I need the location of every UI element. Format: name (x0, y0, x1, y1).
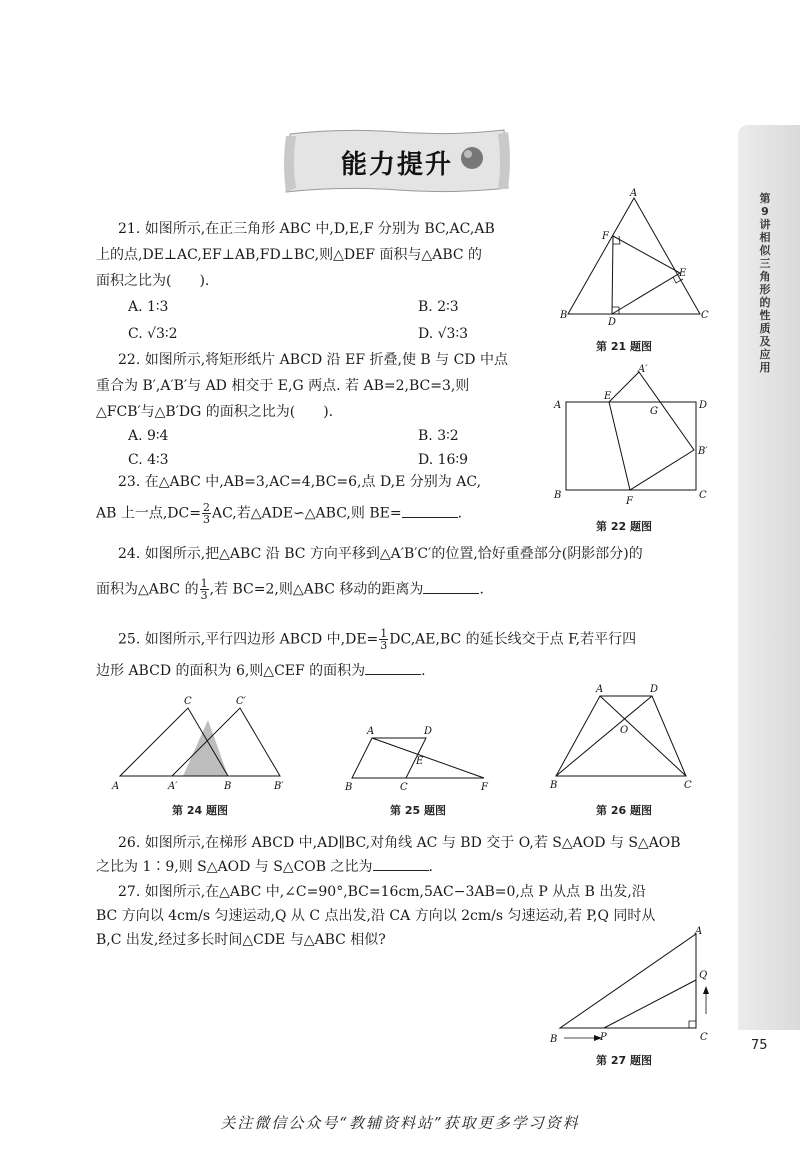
fig26-caption: 第 26 题图 (596, 804, 652, 817)
q26-line1: 26. 如图所示,在梯形 ABCD 中,AD∥BC,对角线 AC 与 BD 交于 O,若 S△AOD 与 S△AOB (118, 835, 681, 851)
fig22-label-g: G (650, 406, 658, 417)
q23-text-c: . (457, 505, 463, 522)
figure-26 (546, 680, 696, 796)
fig27-label-p: P (600, 1032, 607, 1043)
fig25-label-c: C (400, 782, 408, 793)
fig24-label-b-prime: B′ (274, 781, 284, 792)
q23-text-a: AB 上一点,DC= (96, 505, 201, 522)
q24-fraction (200, 578, 209, 601)
q25-frac-denominator: 3 (380, 639, 388, 652)
figure-25 (340, 718, 504, 796)
fig21-label-e: E (679, 268, 687, 279)
q21-paren-close: ). (199, 273, 210, 289)
q25-fraction (379, 628, 388, 651)
q22-line1: 22. 如图所示,将矩形纸片 ABCD 沿 EF 折叠,使 B 与 CD 中点 (118, 352, 508, 368)
q25-line1 (118, 628, 636, 651)
fig24-label-a-prime: A′ (168, 781, 178, 792)
q22-option-c: C. 4∶3 (128, 452, 169, 468)
fig26-label-o: O (620, 725, 629, 736)
fig22-label-a-prime: A′ (638, 364, 648, 375)
q27-line3: B,C 出发,经过多长时间△CDE 与△ABC 相似? (96, 932, 386, 948)
fig21-label-b: B (560, 310, 568, 321)
footer-note: 关注微信公众号“教辅资料站”获取更多学习资料 (220, 1114, 580, 1132)
fig26-label-d: D (650, 684, 659, 695)
fig22-label-b-prime: B′ (698, 446, 708, 457)
fig25-label-a: A (367, 726, 375, 737)
fig25-caption: 第 25 题图 (390, 804, 446, 817)
fig22-caption: 第 22 题图 (596, 520, 652, 533)
fig22-label-a: A (554, 400, 562, 411)
q23-frac-numerator: 2 (202, 501, 210, 514)
q27-line1: 27. 如图所示,在△ABC 中,∠C=90°,BC=16cm,5AC−3AB=0,点 P 从点 B 出发,沿 (118, 884, 646, 900)
chapter-side-label: 第9讲 相似三角形的性质及应用 (759, 192, 771, 374)
q25-line2 (96, 660, 426, 682)
figure-24 (104, 692, 300, 796)
q25-text-b: DC,AE,BC 的延长线交于点 F,若平行四 (389, 631, 637, 648)
fig26-label-c: C (684, 780, 692, 791)
fig22-label-c: C (699, 490, 707, 501)
q22-line3 (96, 401, 333, 423)
q21-line1: 21. 如图所示,在正三角形 ABC 中,D,E,F 分别为 BC,AC,AB (118, 221, 495, 237)
fig25-label-d: D (424, 726, 433, 737)
fig21-label-a: A (630, 188, 638, 199)
q26-text-a: 之比为 1∶9,则 S△AOD 与 S△COB 之比为 (96, 859, 373, 875)
fig26-label-b: B (550, 780, 558, 791)
q24-frac-numerator: 1 (200, 577, 208, 590)
fig22-label-d: D (699, 400, 708, 411)
q24-text-b: ,若 BC=2,则△ABC 移动的距离为 (209, 581, 424, 598)
q22-option-d: D. 16∶9 (418, 452, 468, 468)
fig24-label-b: B (224, 781, 232, 792)
fig25-label-b: B (345, 782, 353, 793)
q21-stem-end: 面积之比为( (96, 273, 172, 289)
q24-text-a: 面积为△ABC 的 (96, 581, 199, 598)
fig21-label-d: D (608, 317, 617, 328)
section-title: 能力提升 (340, 150, 453, 180)
q26-answer-blank[interactable] (373, 858, 429, 871)
q22-line2: 重合为 B′,A′B′与 AD 相交于 E,G 两点. 若 AB=2,BC=3,则 (96, 378, 470, 394)
q23-text-b: AC,若△ADE∽△ABC,则 BE= (211, 505, 402, 522)
fig21-label-c: C (701, 310, 709, 321)
q21-option-a: A. 1∶3 (128, 299, 169, 315)
fig27-label-b: B (550, 1034, 558, 1045)
q24-frac-denominator: 3 (200, 589, 208, 602)
q22-paren-close: ). (323, 404, 334, 420)
figure-22 (546, 362, 716, 512)
figure-27 (546, 924, 716, 1048)
q23-line1: 23. 在△ABC 中,AB=3,AC=4,BC=6,点 D,E 分别为 AC, (118, 474, 482, 490)
q24-answer-blank[interactable] (423, 581, 479, 594)
q24-line2 (96, 578, 484, 601)
fig24-label-c: C (184, 696, 192, 707)
q21-option-d: D. √3∶3 (418, 326, 469, 342)
fig22-label-f: F (626, 496, 633, 507)
q25-text-a: 25. 如图所示,平行四边形 ABCD 中,DE= (118, 631, 379, 648)
fig26-label-a: A (596, 684, 604, 695)
q23-frac-denominator: 3 (202, 513, 210, 526)
fig21-caption: 第 21 题图 (596, 340, 652, 353)
fig27-label-c: C (700, 1032, 708, 1043)
section-banner (282, 128, 512, 196)
q25-answer-blank[interactable] (365, 662, 421, 675)
q25-text-c: 边形 ABCD 的面积为 6,则△CEF 的面积为 (96, 663, 366, 679)
q26-text-b: . (428, 859, 433, 875)
fig25-label-e: E (416, 756, 424, 767)
fig21-label-f: F (602, 231, 609, 242)
q24-text-c: . (479, 581, 484, 598)
fig27-caption: 第 27 题图 (596, 1054, 652, 1067)
q24-line1: 24. 如图所示,把△ABC 沿 BC 方向平移到△A′B′C′的位置,恰好重叠部分(阴影部分)的 (118, 546, 643, 562)
fig27-label-q: Q (699, 970, 708, 981)
fig24-label-a: A (112, 781, 120, 792)
fig22-label-b: B (554, 490, 562, 501)
q22-option-a: A. 9∶4 (128, 428, 169, 444)
q21-option-b: B. 2∶3 (418, 299, 459, 315)
q21-line3 (96, 270, 209, 292)
q22-option-b: B. 3∶2 (418, 428, 459, 444)
q22-stem-end: △FCB′与△B′DG 的面积之比为( (96, 404, 296, 420)
q23-line2 (96, 502, 462, 525)
q21-option-c: C. √3∶2 (128, 326, 178, 342)
fig25-label-f: F (481, 782, 488, 793)
fig27-label-a: A (695, 926, 703, 937)
q26-line2 (96, 856, 433, 878)
q23-fraction (202, 502, 211, 525)
page-number: 75 (751, 1038, 768, 1053)
q25-frac-numerator: 1 (380, 627, 388, 640)
fig24-label-c-prime: C′ (236, 696, 246, 707)
q21-line2: 上的点,DE⊥AC,EF⊥AB,FD⊥BC,则△DEF 面积与△ABC 的 (96, 247, 483, 263)
q27-line2: BC 方向以 4cm/s 匀速运动,Q 从 C 点出发,沿 CA 方向以 2cm/s 匀速运动,若 P,Q 同时从 (96, 908, 656, 924)
fig24-caption: 第 24 题图 (172, 804, 228, 817)
fig22-label-e: E (604, 391, 612, 402)
figure-21 (556, 188, 716, 330)
q25-text-d: . (421, 663, 426, 679)
q23-answer-blank[interactable] (402, 505, 458, 518)
